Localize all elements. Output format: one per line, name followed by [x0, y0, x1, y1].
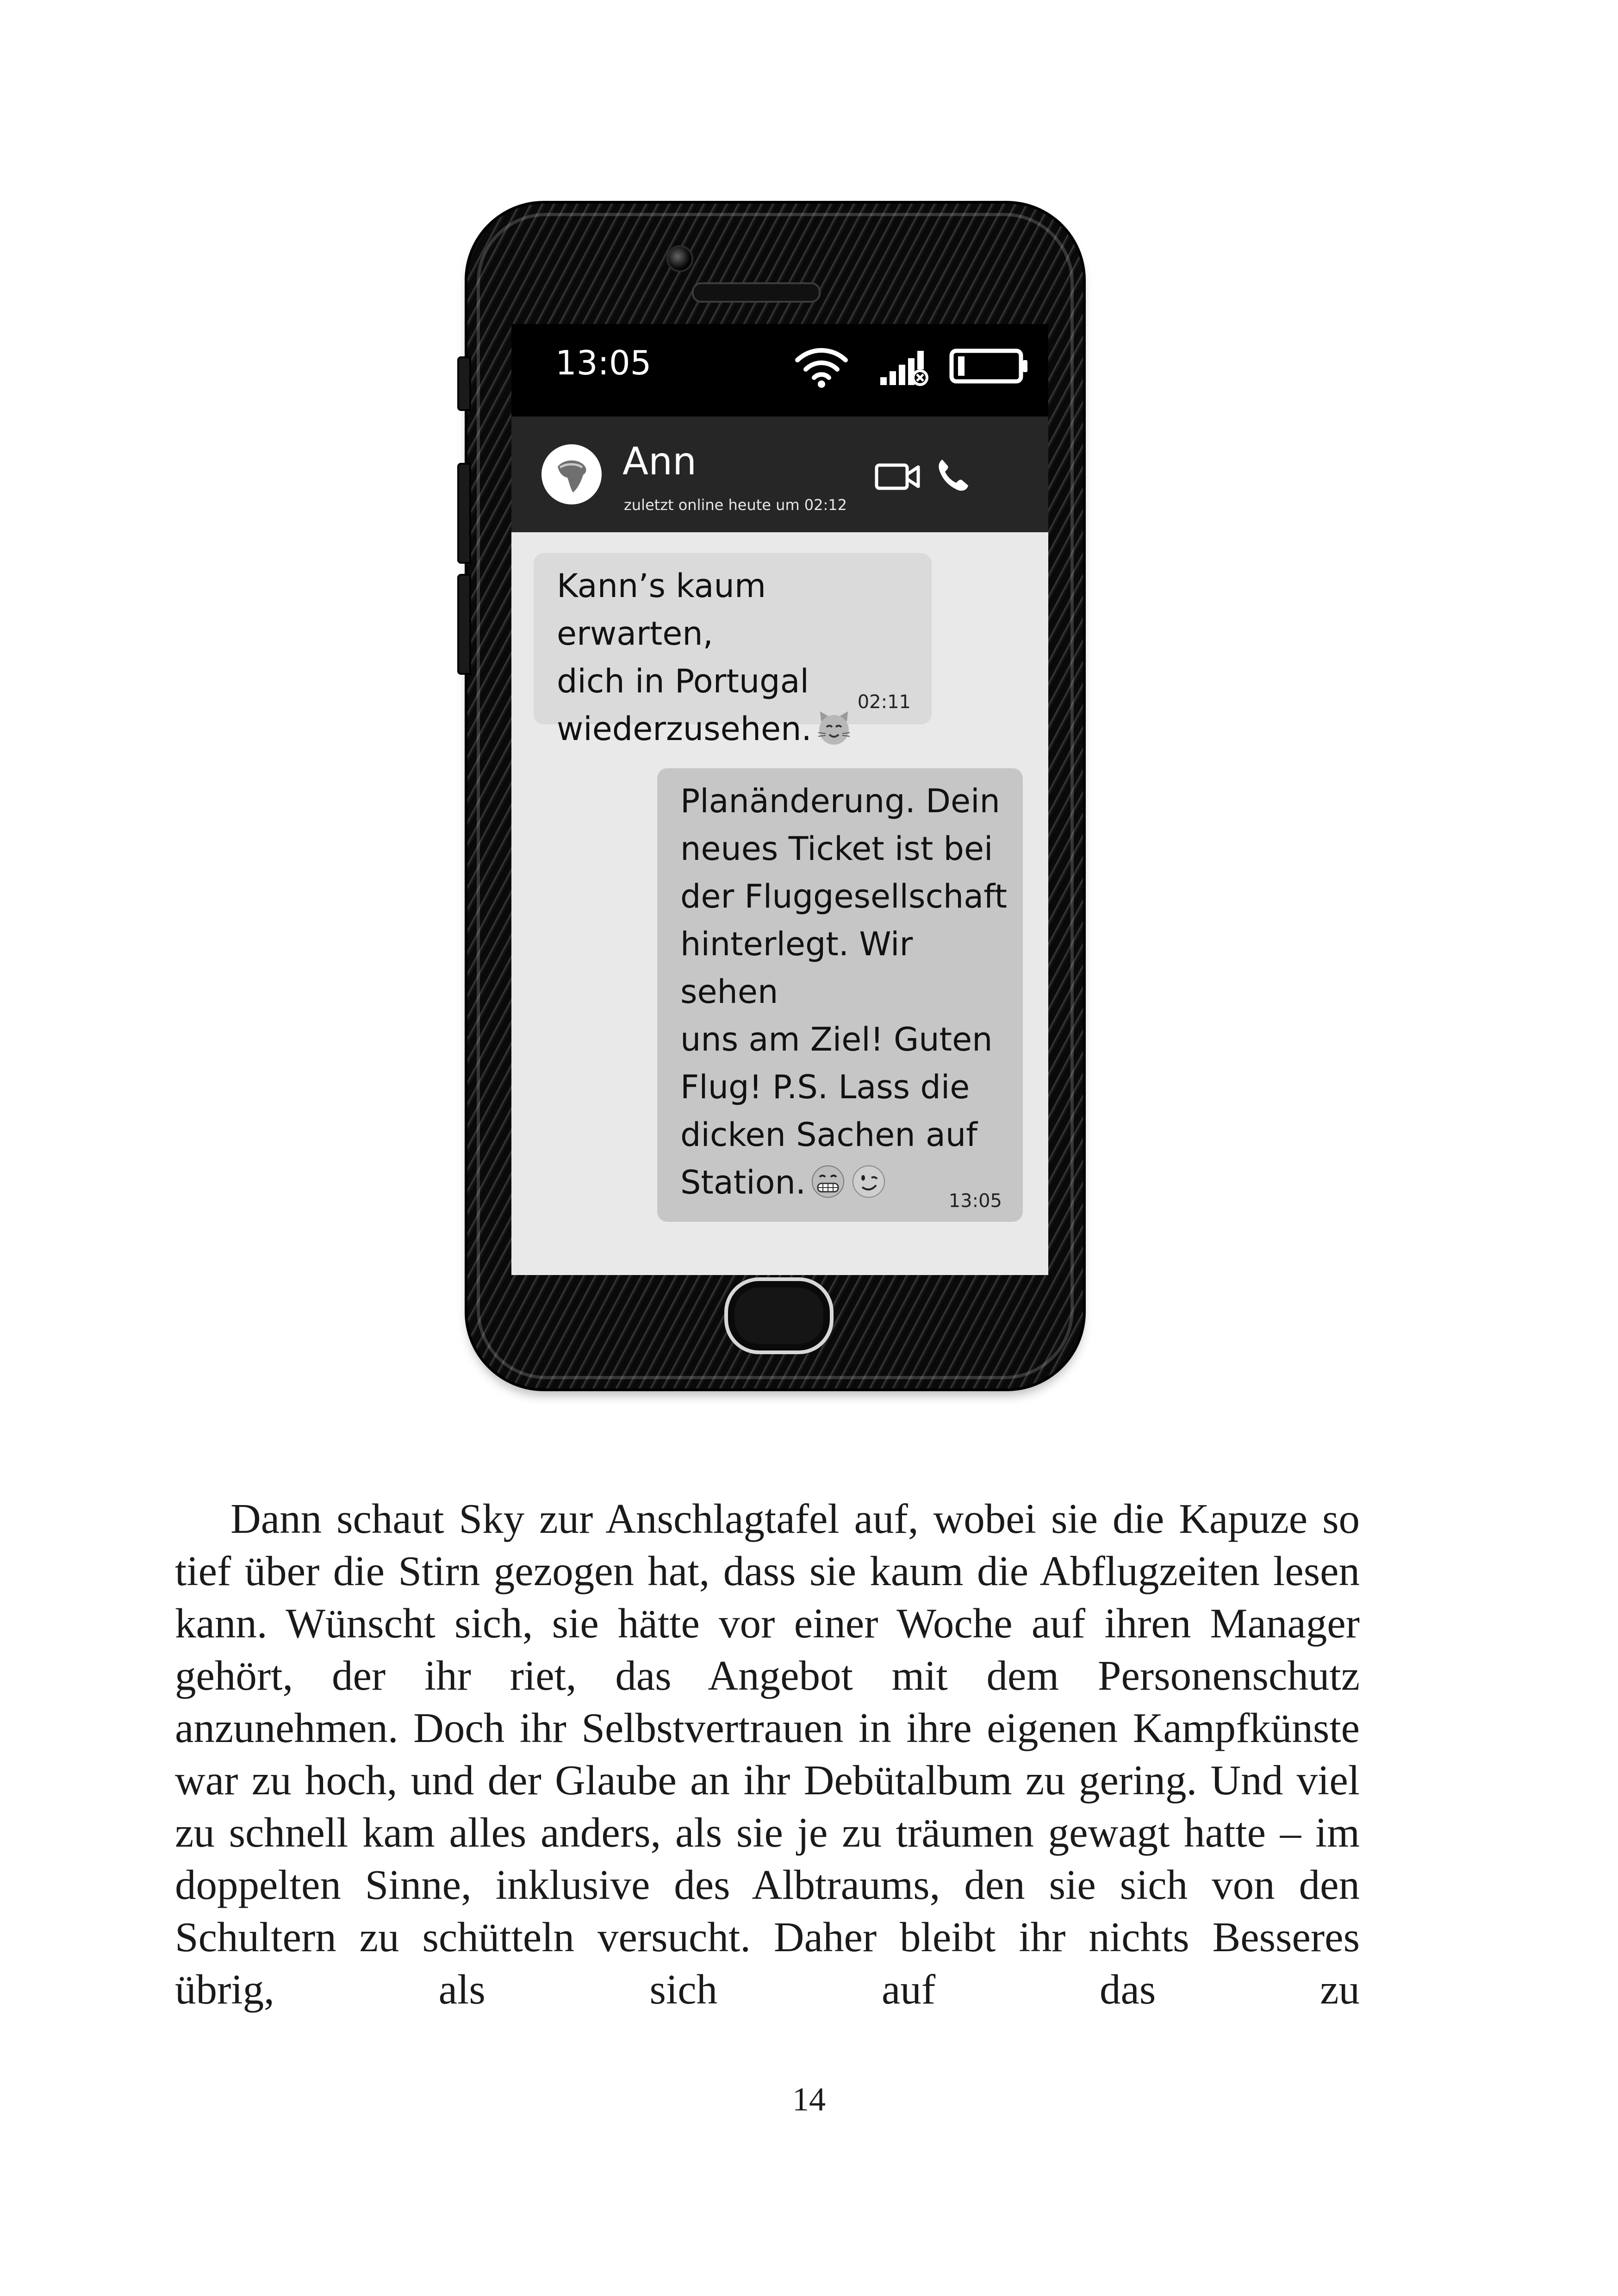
front-camera: [666, 245, 693, 272]
earpiece-speaker: [692, 282, 821, 303]
chat-header: [511, 417, 1048, 532]
message-timestamp: 13:05: [948, 1190, 1002, 1212]
wifi-icon: [794, 342, 849, 391]
message-text: Planänderung. Dein neues Ticket ist bei der Fluggesellschaft hinterlegt. Wir sehen uns am Ziel! Guten Flug! P.S. Lass die dicken Sachen auf Station.: [680, 778, 1014, 1213]
phone-volume-up-button: [457, 463, 471, 564]
avatar-icon[interactable]: [541, 444, 602, 504]
incoming-message-bubble: [534, 553, 932, 748]
last-seen-status: zuletzt online heute um 02:12: [624, 496, 847, 514]
phone-illustration: [467, 204, 1083, 1388]
status-time: 13:05: [555, 343, 652, 382]
phone-call-icon[interactable]: [935, 456, 972, 495]
video-call-icon[interactable]: [875, 460, 921, 495]
winking-face-emoji: [850, 1163, 887, 1213]
phone-screen: [511, 324, 1048, 1275]
grimacing-face-emoji: [809, 1163, 846, 1213]
message-timestamp: 02:11: [857, 691, 911, 713]
home-button: [724, 1277, 834, 1354]
status-bar: [511, 324, 1048, 417]
signal-icon: [879, 342, 930, 391]
body-text: [175, 1493, 1360, 2016]
smiling-cat-emoji: [815, 709, 853, 759]
phone-volume-down-button: [457, 574, 471, 675]
phone-side-button: [457, 356, 471, 411]
paragraph: Dann schaut Sky zur Anschlagtafel auf, wobei sie die Kapuze so tief über die Stirn gezogen hat, dass sie kaum die Abflugzeiten lesen kann. Wünscht sich, sie hätte vor einer Woche auf ihren Manager gehört, der ihr riet, das Angebot mit dem Personenschutz anzunehmen. Doch ihr Selbstvertrauen in ihre eigenen Kampfkünste war zu hoch, und der Glaube an ihr Debütalbum zu gering. Und viel zu schnell kam alles anders, als sie je zu träumen gewagt hatte – im doppelten Sinne, inklusive des Albtraums, den sie sich von den Schultern zu schütteln versucht. Daher bleibt ihr nichts Besseres übrig, als sich auf das zu: [175, 1495, 1360, 2013]
page-number: 14: [792, 2081, 826, 2118]
contact-name: Ann: [622, 440, 697, 484]
outgoing-message-bubble: [657, 768, 1023, 1222]
message-text: Kann’s kaum erwarten, dich in Portugal wiederzusehen.: [557, 562, 918, 759]
battery-icon: [949, 342, 1030, 391]
